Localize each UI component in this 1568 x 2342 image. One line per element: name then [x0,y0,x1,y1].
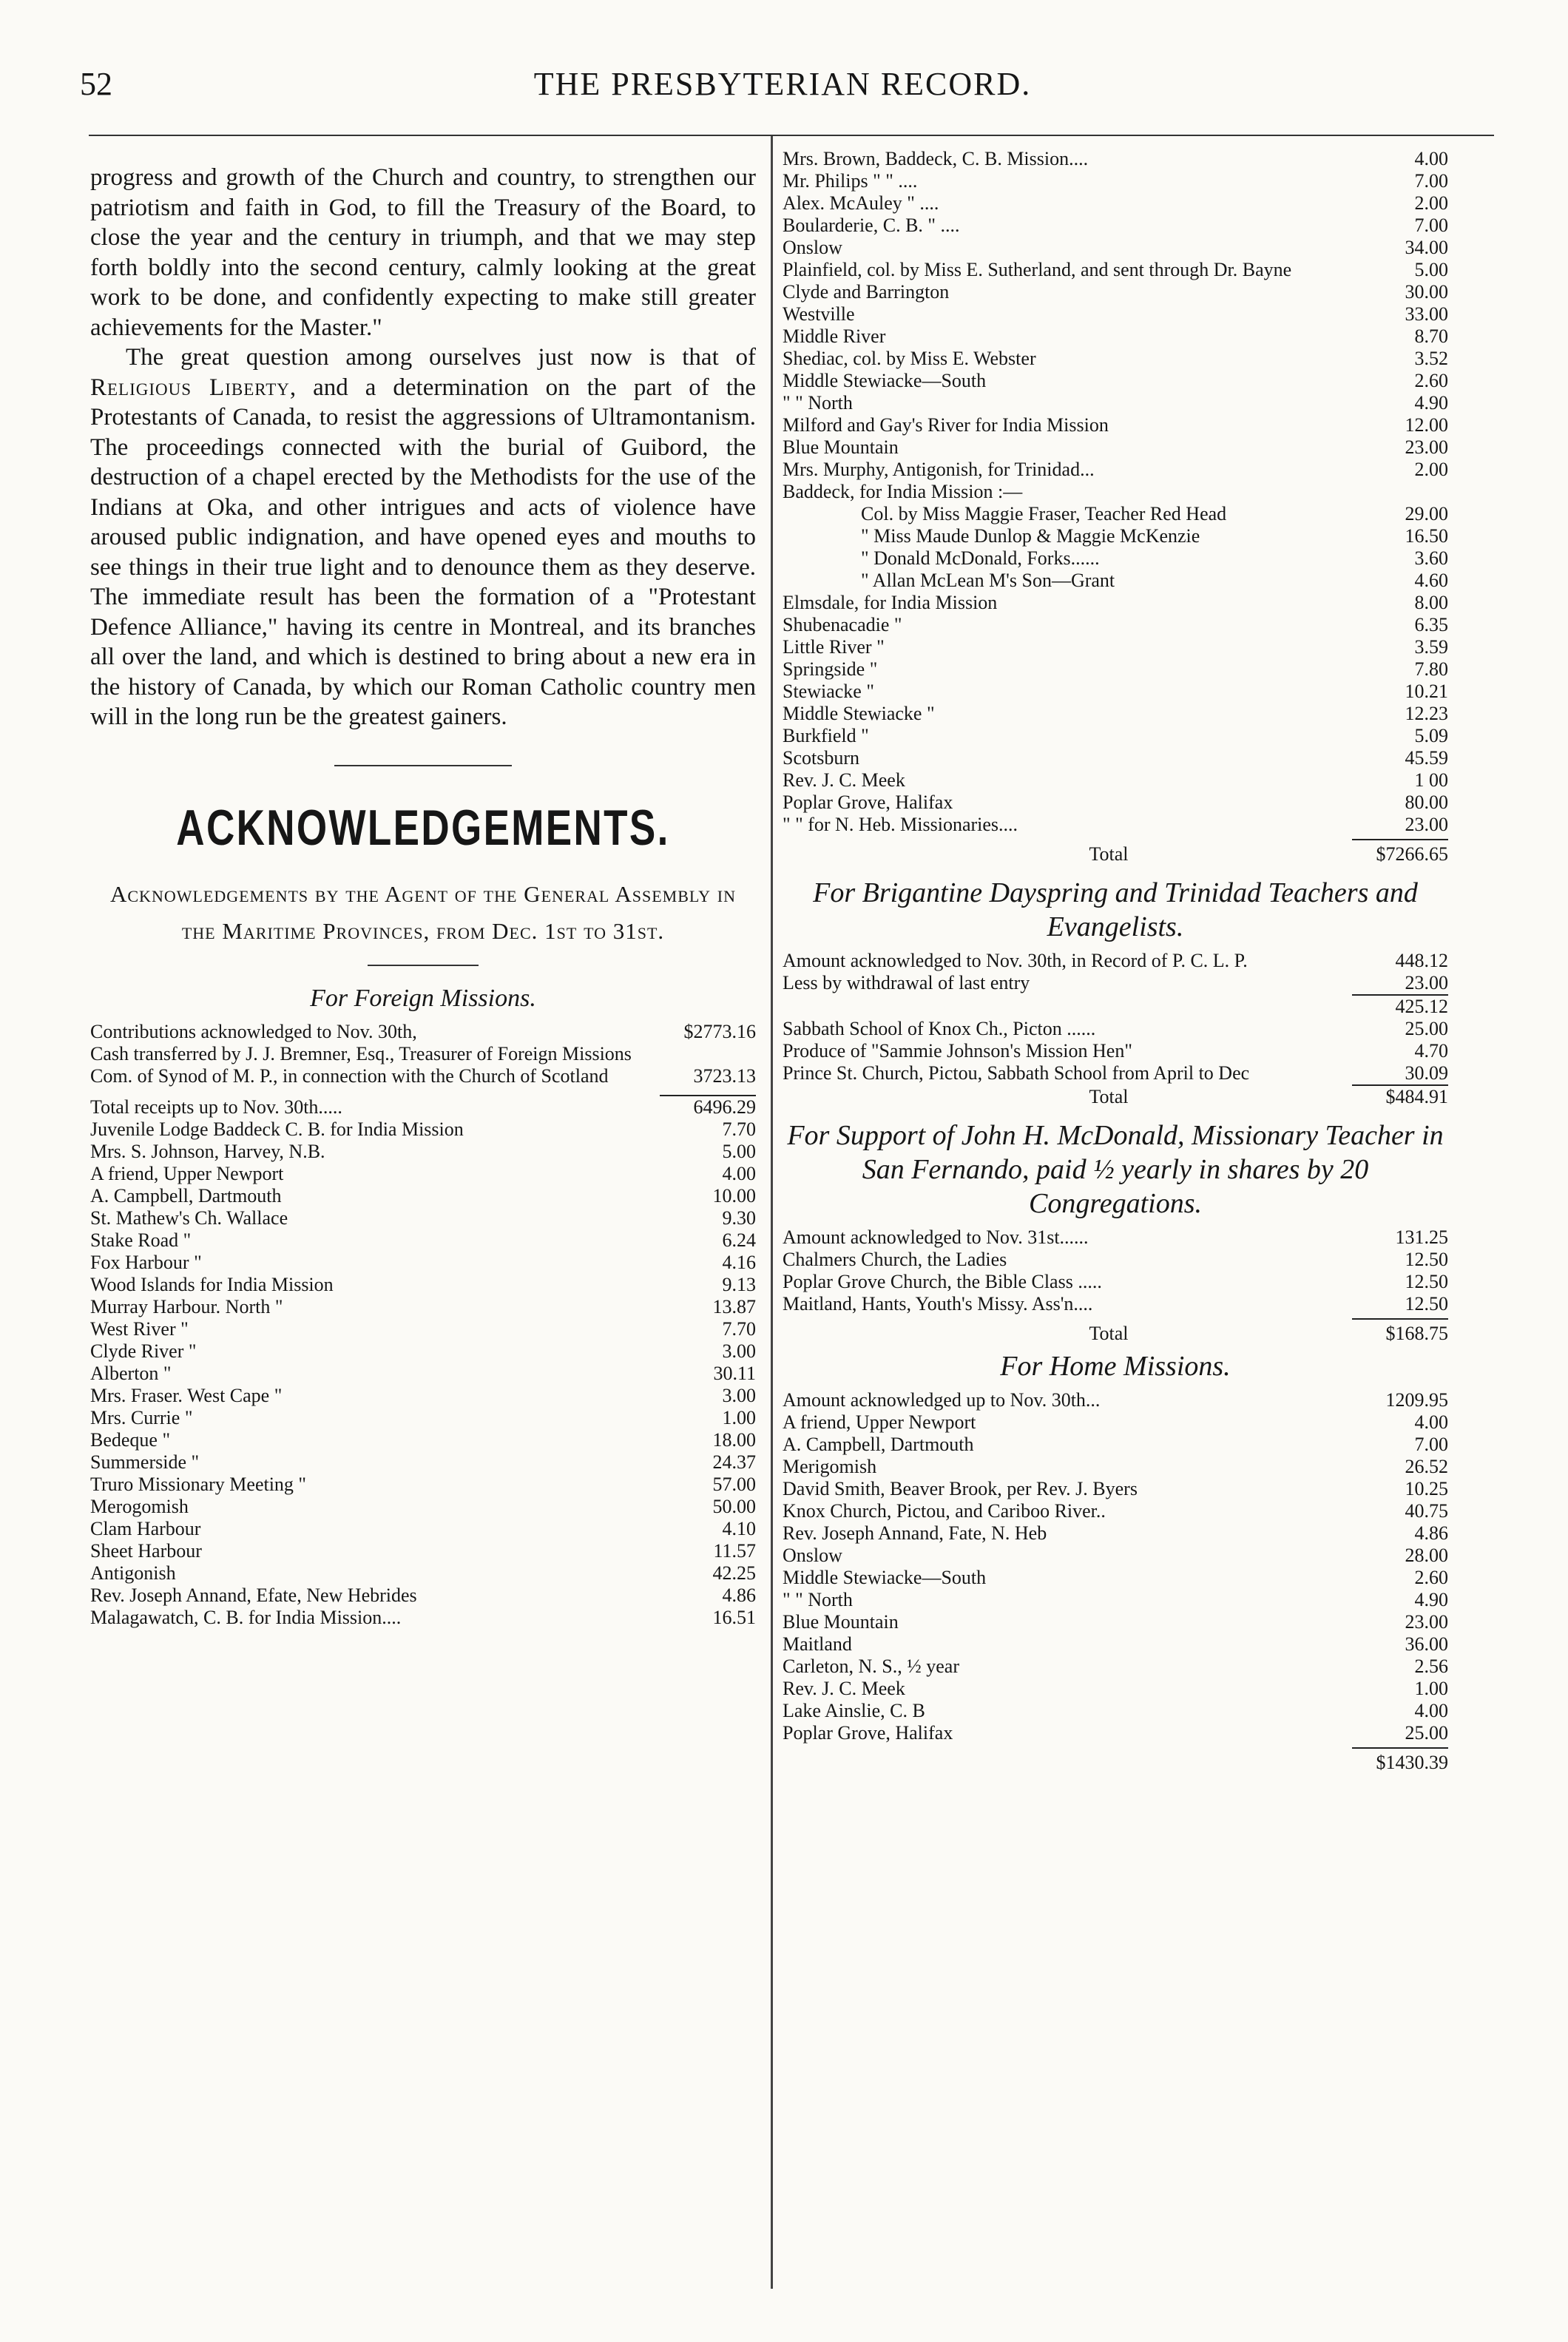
entry-name: Rev. Joseph Annand, Fate, N. Heb [783,1522,1047,1544]
ledger-row [783,1456,1448,1478]
entry-name: Clam Harbour [90,1517,201,1539]
ledger-row [90,1274,756,1296]
ledger-row [783,843,1448,865]
entry-amount: 4.00 [1414,148,1448,169]
ledger-row [783,525,1448,547]
entry-name: Mrs. S. Johnson, Harvey, N.B. [90,1140,325,1162]
ledger-row [783,281,1448,303]
dayspring-list [783,950,1448,1084]
ledger-row [90,1607,756,1629]
ledger-row [90,1021,756,1043]
entry-name: Fox Harbour " [90,1251,202,1273]
entry-name: Contributions acknowledged to Nov. 30th, [90,1020,417,1042]
dayspring-total [783,1084,1448,1108]
ledger-row [783,1434,1448,1456]
ledger-row [783,1478,1448,1500]
entry-amount: 34.00 [1405,237,1448,258]
entry-name: Produce of "Sammie Johnson's Mission Hen" [783,1040,1132,1062]
ledger-row [783,950,1448,972]
ledger-row [90,1318,756,1340]
foreign-missions-total [783,843,1448,865]
total-rule [1352,839,1448,840]
dayspring-heading: For Brigantine Dayspring and Trinidad Teachers and Evangelists. [813,877,1418,942]
entry-amount: 1 00 [1414,769,1448,791]
entry-amount: 33.00 [1405,303,1448,325]
ledger-row [783,1293,1448,1315]
entry-amount: 1.00 [1414,1678,1448,1699]
entry-amount: 80.00 [1405,792,1448,813]
entry-name: Malagawatch, C. B. for India Mission.... [90,1606,402,1628]
ledger-row [783,1062,1448,1084]
ledger-row [90,1451,756,1474]
entry-name: Burkfield " [783,725,869,746]
entry-name: Rev. J. C. Meek [783,769,905,791]
entry-amount: 23.00 [1405,814,1448,835]
ledger-row [783,148,1448,170]
entry-amount: 131.25 [1395,1226,1448,1248]
entry-name: Amount acknowledged to Nov. 31st...... [783,1226,1089,1248]
ledger-row [90,1163,756,1185]
ledger-row [783,1018,1448,1040]
entry-name: A. Campbell, Dartmouth [90,1184,282,1207]
mini-divider [368,965,479,966]
ledger-row [783,259,1448,281]
entry-amount: 7.70 [722,1118,756,1140]
ledger-row [783,414,1448,436]
entry-amount: 12.50 [1405,1249,1448,1270]
entry-amount: 1.00 [722,1406,756,1428]
entry-name: Shubenacadie " [783,614,902,635]
ledger-row [783,1389,1448,1411]
entry-name: Lake Ainslie, C. B [783,1700,925,1721]
entry-name: Cash transferred by J. J. Bremner, Esq., Treasurer of Foreign Missions Com. of Synod of M. P., in connection with the Church of Scotland [90,1042,632,1087]
ledger-row [783,1722,1448,1744]
entry-name: Poplar Grove, Halifax [783,792,953,813]
entry-name: Less by withdrawal of last entry [783,972,1030,993]
entry-amount: 8.70 [1414,325,1448,347]
entry-name: " Miss Maude Dunlop & Maggie McKenzie [861,525,1200,547]
entry-name: Little River " [783,636,885,658]
entry-amount: 30.00 [1405,281,1448,303]
entry-name: Alex. McAuley " .... [783,192,939,214]
entry-name: " Allan McLean M's Son—Grant [861,570,1115,591]
ledger-row [783,503,1448,525]
entry-amount: 4.10 [722,1517,756,1539]
entry-amount: 12.23 [1405,703,1448,724]
ledger-row [90,1095,756,1118]
foreign-missions-list [90,1021,756,1629]
entry-name: Chalmers Church, the Ladies [783,1249,1007,1270]
ledger-row [783,170,1448,192]
ledger-row [90,1296,756,1318]
entry-name: Merigomish [783,1456,877,1477]
entry-name: Poplar Grove Church, the Bible Class ..... [783,1271,1102,1292]
ledger-row [783,1226,1448,1249]
ledger-row [783,792,1448,814]
entry-name: West River " [90,1317,189,1340]
entry-amount: 7.00 [1414,215,1448,236]
ledger-row [783,703,1448,725]
ledger-row [783,1700,1448,1722]
ledger-row [783,237,1448,259]
entry-amount: 6.35 [1414,614,1448,635]
ledger-row [783,1545,1448,1567]
ledger-row [783,747,1448,769]
entry-name: Milford and Gay's River for India Mission [783,414,1109,436]
ledger-row [90,1474,756,1496]
ledger-row [90,1252,756,1274]
entry-name: Baddeck, for India Mission :— [783,481,1023,502]
entry-name: Middle Stewiacke—South [783,1567,987,1588]
page-title: THE PRESBYTERIAN RECORD. [533,66,1032,102]
entry-name: Onslow [783,1545,842,1566]
entry-name: Stake Road " [90,1229,192,1251]
entry-name: Total [1089,843,1129,865]
ledger-row [90,1363,756,1385]
ledger-row [783,1522,1448,1545]
entry-amount: 45.59 [1405,747,1448,769]
entry-name: Antigonish [90,1562,176,1584]
entry-amount: 30.09 [1405,1062,1448,1084]
header-rule [89,135,1494,136]
ledger-row [783,994,1448,1018]
entry-name: Springside " [783,658,878,680]
entry-amount: 24.37 [712,1451,756,1473]
ledger-row [783,972,1448,994]
entry-amount: 2.60 [1414,370,1448,391]
entry-amount: 7.00 [1414,170,1448,192]
entry-name: Poplar Grove, Halifax [783,1722,953,1744]
ledger-row [783,325,1448,348]
ledger-row [783,1633,1448,1656]
ledger-row [90,1340,756,1363]
ledger-row [783,481,1448,503]
entry-name: Rev. Joseph Annand, Efate, New Hebrides [90,1584,417,1606]
ledger-row [783,636,1448,658]
entry-amount: 8.00 [1414,592,1448,613]
ledger-row [783,392,1448,414]
entry-name: Carleton, N. S., ½ year [783,1656,960,1677]
entry-amount: 5.00 [1414,259,1448,280]
entry-amount: 10.00 [712,1184,756,1207]
ledger-row [783,459,1448,481]
ledger-row [783,370,1448,392]
ledger-row [783,769,1448,792]
entry-amount: 13.87 [712,1295,756,1317]
entry-name: Middle Stewiacke " [783,703,935,724]
entry-amount: 29.00 [1405,503,1448,524]
entry-amount: 9.30 [722,1207,756,1229]
entry-name: St. Mathew's Ch. Wallace [90,1207,288,1229]
entry-amount: 3.59 [1414,636,1448,658]
entry-amount: $7266.65 [1376,843,1448,865]
ledger-row [783,348,1448,370]
entry-amount: 9.13 [722,1273,756,1295]
entry-name: " Donald McDonald, Forks...... [861,547,1100,569]
ledger-row [90,1518,756,1540]
acknowledgements-subtitle: Acknowledgements by the Agent of the General Assembly in the Maritime Provinces, from Dec. 1st to 31st. [110,880,736,944]
entry-amount: 4.60 [1414,570,1448,591]
ledger-row [90,1585,756,1607]
entry-name: Maitland, Hants, Youth's Missy. Ass'n.... [783,1293,1093,1315]
ledger-row [783,1411,1448,1434]
ledger-row [783,1323,1448,1345]
ledger-row [783,1611,1448,1633]
entry-amount: 2.00 [1414,192,1448,214]
entry-name: " " North [783,1589,853,1610]
paragraph-2-end: , and a determination on the part of the Protestants of Canada, to resist the aggressions of Ultramontanism. The proceedings connected with the burial of Guibord, the destruction of a chapel erected by the Methodists for the use of the Indians at Oka, and other intrigues and acts of violence have aroused public indignation, and have opened eyes and mouths to see things in their true light and to denounce them as they deserve. The immediate result has been the formation of a "Protestant Defence Alliance," having its centre in Montreal, and its branches all over the land, and which is destined to bring about a new era in the history of Canada, by which our Roman Catholic country men will in the long run be the greatest gainers. [90,374,757,730]
entry-amount: 5.00 [722,1140,756,1162]
entry-amount: 12.50 [1405,1293,1448,1315]
entry-name: David Smith, Beaver Brook, per Rev. J. Byers [783,1478,1138,1499]
ledger-row [90,1185,756,1207]
entry-amount: 7.00 [1414,1434,1448,1455]
entry-amount: 3723.13 [693,1064,756,1087]
entry-amount: 23.00 [1405,972,1448,993]
ledger-row [783,592,1448,614]
entry-name: A friend, Upper Newport [783,1411,976,1433]
entry-amount: $2773.16 [683,1020,756,1042]
religious-liberty: Religious Liberty [90,374,290,401]
entry-amount: 2.60 [1414,1567,1448,1588]
entry-amount: 1209.95 [1385,1389,1448,1411]
paragraph-2 [90,342,756,732]
entry-amount: 10.25 [1405,1478,1448,1499]
mcdonald-list [783,1226,1448,1315]
entry-amount: 30.11 [713,1362,756,1384]
entry-amount: 7.70 [722,1317,756,1340]
ledger-row [90,1229,756,1252]
entry-name: Juvenile Lodge Baddeck C. B. for India Mission [90,1118,464,1140]
entry-name: Total receipts up to Nov. 30th..... [90,1096,342,1118]
ledger-row [783,681,1448,703]
ledger-row [783,1656,1448,1678]
entry-name: Mrs. Fraser. West Cape " [90,1384,283,1406]
entry-name: Onslow [783,237,842,258]
entry-name: Blue Mountain [783,1611,899,1633]
entry-name: Sabbath School of Knox Ch., Picton ...... [783,1018,1096,1039]
entry-name: Mrs. Brown, Baddeck, C. B. Mission.... [783,148,1089,169]
entry-amount: 2.00 [1414,459,1448,480]
ledger-row [783,658,1448,681]
mcdonald-total [783,1323,1448,1345]
entry-amount: $484.91 [1352,1084,1448,1108]
acknowledgements-title: ACKNOWLEDGEMENTS. [176,799,670,856]
entry-amount: 42.25 [712,1562,756,1584]
entry-amount: 4.70 [1414,1040,1448,1062]
foreign-missions-list-cont [783,148,1448,836]
entry-amount: 4.00 [1414,1700,1448,1721]
entry-amount: 12.00 [1405,414,1448,436]
ledger-row [90,1540,756,1562]
foreign-missions-heading: For Foreign Missions. [310,984,536,1012]
entry-amount: 3.52 [1414,348,1448,369]
ledger-row [783,303,1448,325]
left-column [90,163,756,1629]
entry-amount: 6496.29 [660,1095,756,1118]
entry-name: Prince St. Church, Pictou, Sabbath School from April to Dec [783,1062,1250,1084]
entry-name: Truro Missionary Meeting " [90,1473,307,1495]
ledger-row [90,1407,756,1429]
entry-amount: 26.52 [1405,1456,1448,1477]
entry-name: Shediac, col. by Miss E. Webster [783,348,1036,369]
entry-name: Total [1089,1086,1129,1107]
entry-name: Elmsdale, for India Mission [783,592,998,613]
entry-amount: 2.56 [1414,1656,1448,1677]
entry-amount: 4.86 [1414,1522,1448,1544]
ledger-row [783,1084,1448,1108]
entry-name: Bedeque " [90,1428,171,1451]
entry-name: Total [1089,1323,1129,1344]
home-missions-heading: For Home Missions. [1000,1351,1231,1382]
entry-name: Knox Church, Pictou, and Cariboo River.. [783,1500,1106,1522]
entry-amount: 36.00 [1405,1633,1448,1655]
ledger-row [783,436,1448,459]
entry-name: Alberton " [90,1362,172,1384]
ledger-row [783,570,1448,592]
home-missions-list [783,1389,1448,1744]
entry-amount: 25.00 [1405,1018,1448,1039]
entry-name: Summerside " [90,1451,200,1473]
entry-amount: 23.00 [1405,436,1448,458]
entry-amount: 4.00 [722,1162,756,1184]
entry-amount: 11.57 [713,1539,756,1562]
ledger-row [783,614,1448,636]
entry-name: A friend, Upper Newport [90,1162,284,1184]
entry-name: A. Campbell, Dartmouth [783,1434,974,1455]
column-rule [771,136,773,2289]
page-header [80,65,1485,124]
entry-amount: 4.90 [1414,1589,1448,1610]
entry-name: Sheet Harbour [90,1539,202,1562]
ledger-row [783,1752,1448,1774]
home-missions-total [783,1752,1448,1774]
entry-name: Wood Islands for India Mission [90,1273,334,1295]
ledger-row [90,1043,756,1087]
entry-amount: 3.00 [722,1384,756,1406]
entry-amount: 50.00 [712,1495,756,1517]
entry-amount: 3.60 [1414,547,1448,569]
entry-name: Westville [783,303,855,325]
entry-name: Stewiacke " [783,681,874,702]
page-number: 52 [80,66,112,102]
entry-name: Murray Harbour. North " [90,1295,283,1317]
entry-amount: 10.21 [1405,681,1448,702]
entry-amount: 5.09 [1414,725,1448,746]
right-column [783,148,1448,1774]
entry-name: Mrs. Currie " [90,1406,193,1428]
entry-amount: 4.00 [1414,1411,1448,1433]
ledger-row [783,1589,1448,1611]
entry-name: Plainfield, col. by Miss E. Sutherland, and sent through Dr. Bayne [783,259,1292,280]
ledger-row [783,1040,1448,1062]
ledger-row [783,1567,1448,1589]
entry-name: Mr. Philips " " .... [783,170,918,192]
total-rule [1352,1747,1448,1749]
entry-amount: 57.00 [712,1473,756,1495]
entry-name: Amount acknowledged to Nov. 30th, in Record of P. C. L. P. [783,950,1248,971]
entry-name: Middle Stewiacke—South [783,370,987,391]
ledger-row [783,1678,1448,1700]
entry-name: Blue Mountain [783,436,899,458]
ledger-row [783,814,1448,836]
ledger-row [783,725,1448,747]
entry-name: Scotsburn [783,747,859,769]
ledger-row [90,1207,756,1229]
entry-amount: 6.24 [722,1229,756,1251]
entry-name: Maitland [783,1633,852,1655]
total-rule [1352,1318,1448,1320]
entry-name: Middle River [783,325,886,347]
entry-amount: 12.50 [1405,1271,1448,1292]
entry-name: Col. by Miss Maggie Fraser, Teacher Red Head [861,503,1227,524]
ledger-row [783,1271,1448,1293]
entry-name: Merogomish [90,1495,189,1517]
entry-name: Boularderie, C. B. " .... [783,215,960,236]
ledger-row [90,1141,756,1163]
ledger-row [783,1500,1448,1522]
entry-amount: 4.90 [1414,392,1448,414]
ledger-row [90,1429,756,1451]
mcdonald-heading: For Support of John H. McDonald, Missionary Teacher in San Fernando, paid ½ yearly in shares by 20 Congregations. [787,1120,1444,1219]
entry-amount: 448.12 [1395,950,1448,971]
entry-name: Clyde and Barrington [783,281,950,303]
entry-amount: 425.12 [1352,994,1448,1018]
entry-amount: 16.50 [1405,525,1448,547]
entry-amount: 18.00 [712,1428,756,1451]
entry-name: " " for N. Heb. Missionaries.... [783,814,1018,835]
entry-amount: 16.51 [712,1606,756,1628]
entry-amount: $168.75 [1385,1323,1448,1344]
entry-name: Clyde River " [90,1340,197,1362]
entry-name: " " North [783,392,853,414]
ledger-row [783,192,1448,215]
entry-amount: 4.16 [722,1251,756,1273]
entry-name: Rev. J. C. Meek [783,1678,905,1699]
ledger-row [90,1562,756,1585]
entry-amount: 3.00 [722,1340,756,1362]
entry-amount: $1430.39 [1376,1752,1448,1773]
ledger-row [783,215,1448,237]
entry-amount: 25.00 [1405,1722,1448,1744]
section-divider [334,765,512,766]
ledger-row [90,1385,756,1407]
ledger-row [783,547,1448,570]
paragraph-2-start: The great question among ourselves just now is that of [126,344,756,371]
entry-amount: 28.00 [1405,1545,1448,1566]
ledger-row [783,1249,1448,1271]
ledger-row [90,1118,756,1141]
entry-name: Amount acknowledged up to Nov. 30th... [783,1389,1101,1411]
entry-amount: 23.00 [1405,1611,1448,1633]
entry-amount: 4.86 [722,1584,756,1606]
ledger-row [90,1496,756,1518]
entry-amount: 7.80 [1414,658,1448,680]
entry-amount: 40.75 [1405,1500,1448,1522]
entry-name: Mrs. Murphy, Antigonish, for Trinidad... [783,459,1095,480]
paragraph-1: progress and growth of the Church and country, to strengthen our patriotism and faith in God, to fill the Treasury of the Board, to close the year and the century in triumph, and that we may step forth boldly into the second century, calmly looking at the great work to be done, and confidently expecting to make still greater achievements for the Master." [90,164,756,341]
